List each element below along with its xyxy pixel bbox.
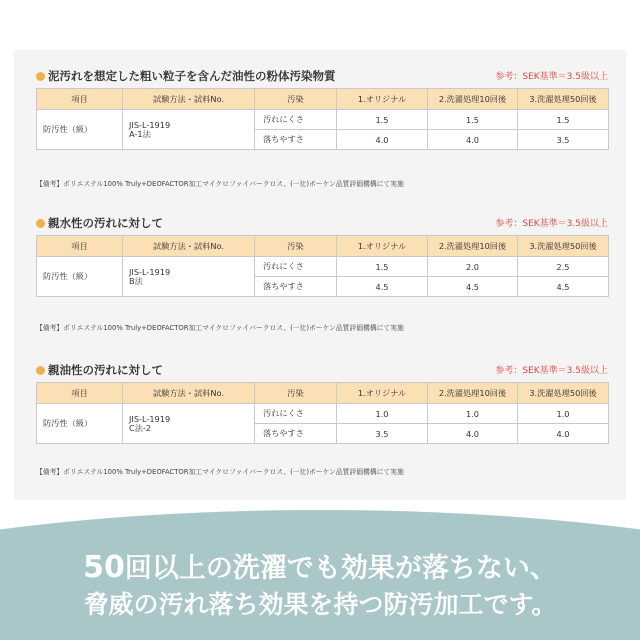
caption-line-2: 脅威の汚れ落ち効果を持つ防汚加工です。 (83, 590, 557, 619)
results-table (36, 235, 609, 297)
value-wash10: 1.5 (428, 110, 518, 130)
results-table (36, 382, 609, 444)
caption-highlight: 回以上 (124, 553, 206, 584)
results-table (36, 88, 609, 150)
header-original: 1.オリジナル (337, 236, 428, 257)
stain-cell: 汚れにくさ (255, 404, 337, 424)
caption-line-1 (0, 546, 640, 585)
value-original: 4.0 (337, 130, 428, 150)
table-row (37, 257, 609, 277)
item-cell: 防汚性（級） (37, 257, 123, 297)
stain-cell: 落ちやすさ (255, 277, 337, 297)
table-row (37, 404, 609, 424)
method-cell: JIS-L-1919 C法-2 (123, 404, 255, 444)
value-wash50: 4.5 (518, 277, 609, 297)
remark-note: 【備考】ポリエステル100% Truly+DEOFACTOR加工マイクロファイバークロス、(一社)ボーケン品質評価機構にて実施 (36, 180, 404, 188)
method-cell: JIS-L-1919 A-1法 (123, 110, 255, 150)
header-stain: 汚染 (255, 236, 337, 257)
table-row (37, 110, 609, 130)
header-stain: 汚染 (255, 383, 337, 404)
header-item: 項目 (37, 236, 123, 257)
header-stain: 汚染 (255, 89, 337, 110)
table-header-row (37, 383, 609, 404)
caption-line-1-rest: の洗濯でも効果が落ちない、 (205, 553, 557, 584)
section-title: 親水性の汚れに対して (36, 215, 163, 231)
value-wash10: 4.5 (428, 277, 518, 297)
stain-cell: 汚れにくさ (255, 257, 337, 277)
reference-standard: 参考：SEK基準＝3.5級以上 (495, 366, 608, 376)
value-wash10: 2.0 (428, 257, 518, 277)
value-original: 4.5 (337, 277, 428, 297)
header-item: 項目 (37, 383, 123, 404)
header-method: 試験方法・試料No. (123, 236, 255, 257)
bullet-dot-icon (36, 72, 45, 81)
value-original: 3.5 (337, 424, 428, 444)
stain-cell: 落ちやすさ (255, 130, 337, 150)
item-cell: 防汚性（級） (37, 110, 123, 150)
value-wash50: 1.5 (518, 110, 609, 130)
value-wash10: 4.0 (428, 424, 518, 444)
remark-note: 【備考】ポリエステル100% Truly+DEOFACTOR加工マイクロファイバークロス、(一社)ボーケン品質評価機構にて実施 (36, 468, 404, 476)
header-wash10: 2.洗濯処理10回後 (428, 236, 518, 257)
item-cell: 防汚性（級） (37, 404, 123, 444)
value-original: 1.5 (337, 257, 428, 277)
header-wash50: 3.洗濯処理50回後 (518, 89, 609, 110)
value-original: 1.0 (337, 404, 428, 424)
value-original: 1.5 (337, 110, 428, 130)
header-original: 1.オリジナル (337, 383, 428, 404)
bullet-dot-icon (36, 366, 45, 375)
header-method: 試験方法・試料No. (123, 89, 255, 110)
value-wash50: 3.5 (518, 130, 609, 150)
header-original: 1.オリジナル (337, 89, 428, 110)
value-wash50: 4.0 (518, 424, 609, 444)
table-header-row (37, 89, 609, 110)
table-header-row (37, 236, 609, 257)
reference-standard: 参考：SEK基準＝3.5級以上 (495, 72, 608, 82)
value-wash50: 2.5 (518, 257, 609, 277)
header-item: 項目 (37, 89, 123, 110)
header-wash10: 2.洗濯処理10回後 (428, 383, 518, 404)
caption-number: 50 (83, 550, 125, 585)
header-wash10: 2.洗濯処理10回後 (428, 89, 518, 110)
remark-note: 【備考】ポリエステル100% Truly+DEOFACTOR加工マイクロファイバークロス、(一社)ボーケン品質評価機構にて実施 (36, 324, 404, 332)
section-title: 親油性の汚れに対して (36, 362, 163, 378)
stain-cell: 汚れにくさ (255, 110, 337, 130)
header-method: 試験方法・試料No. (123, 383, 255, 404)
value-wash10: 4.0 (428, 130, 518, 150)
header-wash50: 3.洗濯処理50回後 (518, 236, 609, 257)
header-wash50: 3.洗濯処理50回後 (518, 383, 609, 404)
method-cell: JIS-L-1919 B法 (123, 257, 255, 297)
value-wash50: 1.0 (518, 404, 609, 424)
reference-standard: 参考：SEK基準＝3.5級以上 (495, 219, 608, 229)
value-wash10: 1.0 (428, 404, 518, 424)
bullet-dot-icon (36, 219, 45, 228)
section-title: 泥汚れを想定した粗い粒子を含んだ油性の粉体汚染物質 (36, 68, 336, 84)
stain-cell: 落ちやすさ (255, 424, 337, 444)
